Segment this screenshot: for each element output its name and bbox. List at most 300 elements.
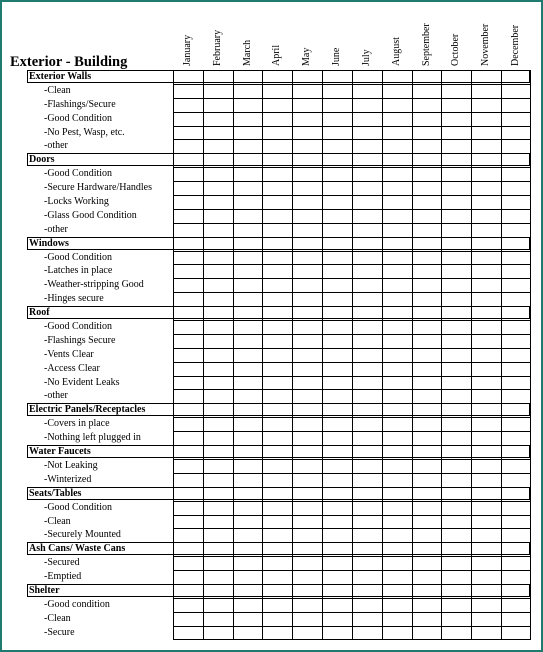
check-cell-august[interactable] — [382, 515, 412, 529]
check-cell-july[interactable] — [352, 292, 382, 306]
check-cell-february[interactable] — [203, 181, 233, 195]
check-cell-january[interactable] — [173, 417, 203, 431]
check-cell-november[interactable] — [471, 459, 501, 473]
check-cell-november[interactable] — [471, 320, 501, 334]
check-cell-august[interactable] — [382, 542, 412, 556]
check-cell-september[interactable] — [412, 334, 442, 348]
check-cell-october[interactable] — [441, 292, 471, 306]
check-cell-february[interactable] — [203, 195, 233, 209]
check-cell-january[interactable] — [173, 195, 203, 209]
check-cell-may[interactable] — [292, 181, 322, 195]
check-cell-november[interactable] — [471, 264, 501, 278]
check-cell-november[interactable] — [471, 515, 501, 529]
check-cell-may[interactable] — [292, 112, 322, 126]
check-cell-may[interactable] — [292, 70, 322, 84]
check-cell-august[interactable] — [382, 292, 412, 306]
check-cell-march[interactable] — [233, 348, 263, 362]
check-cell-october[interactable] — [441, 584, 471, 598]
check-cell-april[interactable] — [262, 487, 292, 501]
check-cell-november[interactable] — [471, 306, 501, 320]
check-cell-february[interactable] — [203, 417, 233, 431]
check-cell-june[interactable] — [322, 181, 352, 195]
check-cell-february[interactable] — [203, 70, 233, 84]
check-cell-april[interactable] — [262, 431, 292, 445]
check-cell-january[interactable] — [173, 84, 203, 98]
check-cell-january[interactable] — [173, 584, 203, 598]
check-cell-july[interactable] — [352, 612, 382, 626]
check-cell-november[interactable] — [471, 612, 501, 626]
check-cell-march[interactable] — [233, 389, 263, 403]
check-cell-june[interactable] — [322, 112, 352, 126]
check-cell-april[interactable] — [262, 139, 292, 153]
check-cell-june[interactable] — [322, 403, 352, 417]
check-cell-october[interactable] — [441, 348, 471, 362]
check-cell-november[interactable] — [471, 237, 501, 251]
check-cell-february[interactable] — [203, 598, 233, 612]
check-cell-december[interactable] — [501, 362, 531, 376]
check-cell-january[interactable] — [173, 445, 203, 459]
check-cell-june[interactable] — [322, 389, 352, 403]
check-cell-december[interactable] — [501, 431, 531, 445]
check-cell-april[interactable] — [262, 112, 292, 126]
check-cell-march[interactable] — [233, 445, 263, 459]
check-cell-june[interactable] — [322, 528, 352, 542]
check-cell-february[interactable] — [203, 139, 233, 153]
check-cell-september[interactable] — [412, 292, 442, 306]
check-cell-february[interactable] — [203, 237, 233, 251]
check-cell-september[interactable] — [412, 417, 442, 431]
check-cell-february[interactable] — [203, 167, 233, 181]
check-cell-september[interactable] — [412, 126, 442, 140]
check-cell-march[interactable] — [233, 403, 263, 417]
check-cell-july[interactable] — [352, 501, 382, 515]
check-cell-january[interactable] — [173, 348, 203, 362]
check-cell-january[interactable] — [173, 542, 203, 556]
check-cell-october[interactable] — [441, 153, 471, 167]
check-cell-august[interactable] — [382, 626, 412, 640]
check-cell-september[interactable] — [412, 348, 442, 362]
check-cell-april[interactable] — [262, 556, 292, 570]
check-cell-may[interactable] — [292, 515, 322, 529]
check-cell-september[interactable] — [412, 251, 442, 265]
check-cell-may[interactable] — [292, 306, 322, 320]
check-cell-may[interactable] — [292, 598, 322, 612]
check-cell-august[interactable] — [382, 556, 412, 570]
check-cell-january[interactable] — [173, 181, 203, 195]
check-cell-september[interactable] — [412, 584, 442, 598]
check-cell-august[interactable] — [382, 584, 412, 598]
check-cell-august[interactable] — [382, 98, 412, 112]
check-cell-november[interactable] — [471, 473, 501, 487]
check-cell-august[interactable] — [382, 112, 412, 126]
check-cell-november[interactable] — [471, 376, 501, 390]
check-cell-october[interactable] — [441, 501, 471, 515]
check-cell-july[interactable] — [352, 556, 382, 570]
check-cell-december[interactable] — [501, 612, 531, 626]
check-cell-december[interactable] — [501, 292, 531, 306]
check-cell-january[interactable] — [173, 362, 203, 376]
check-cell-january[interactable] — [173, 320, 203, 334]
check-cell-march[interactable] — [233, 542, 263, 556]
check-cell-june[interactable] — [322, 570, 352, 584]
check-cell-may[interactable] — [292, 542, 322, 556]
check-cell-january[interactable] — [173, 278, 203, 292]
check-cell-october[interactable] — [441, 278, 471, 292]
check-cell-december[interactable] — [501, 487, 531, 501]
check-cell-august[interactable] — [382, 362, 412, 376]
check-cell-january[interactable] — [173, 556, 203, 570]
check-cell-november[interactable] — [471, 251, 501, 265]
check-cell-february[interactable] — [203, 84, 233, 98]
check-cell-may[interactable] — [292, 473, 322, 487]
check-cell-september[interactable] — [412, 487, 442, 501]
check-cell-january[interactable] — [173, 223, 203, 237]
check-cell-october[interactable] — [441, 626, 471, 640]
check-cell-june[interactable] — [322, 362, 352, 376]
check-cell-april[interactable] — [262, 251, 292, 265]
check-cell-october[interactable] — [441, 334, 471, 348]
check-cell-november[interactable] — [471, 417, 501, 431]
check-cell-june[interactable] — [322, 223, 352, 237]
check-cell-october[interactable] — [441, 403, 471, 417]
check-cell-march[interactable] — [233, 431, 263, 445]
check-cell-december[interactable] — [501, 237, 531, 251]
check-cell-march[interactable] — [233, 556, 263, 570]
check-cell-june[interactable] — [322, 556, 352, 570]
check-cell-september[interactable] — [412, 403, 442, 417]
check-cell-december[interactable] — [501, 528, 531, 542]
check-cell-october[interactable] — [441, 376, 471, 390]
check-cell-november[interactable] — [471, 348, 501, 362]
check-cell-november[interactable] — [471, 501, 501, 515]
check-cell-december[interactable] — [501, 306, 531, 320]
check-cell-march[interactable] — [233, 320, 263, 334]
check-cell-march[interactable] — [233, 223, 263, 237]
check-cell-february[interactable] — [203, 306, 233, 320]
check-cell-october[interactable] — [441, 209, 471, 223]
check-cell-january[interactable] — [173, 431, 203, 445]
check-cell-november[interactable] — [471, 431, 501, 445]
check-cell-march[interactable] — [233, 70, 263, 84]
check-cell-april[interactable] — [262, 126, 292, 140]
check-cell-december[interactable] — [501, 598, 531, 612]
check-cell-january[interactable] — [173, 459, 203, 473]
check-cell-august[interactable] — [382, 487, 412, 501]
check-cell-march[interactable] — [233, 292, 263, 306]
check-cell-october[interactable] — [441, 431, 471, 445]
check-cell-october[interactable] — [441, 459, 471, 473]
check-cell-august[interactable] — [382, 264, 412, 278]
check-cell-april[interactable] — [262, 292, 292, 306]
check-cell-july[interactable] — [352, 515, 382, 529]
check-cell-february[interactable] — [203, 264, 233, 278]
check-cell-april[interactable] — [262, 584, 292, 598]
check-cell-february[interactable] — [203, 445, 233, 459]
check-cell-may[interactable] — [292, 278, 322, 292]
check-cell-december[interactable] — [501, 209, 531, 223]
check-cell-november[interactable] — [471, 598, 501, 612]
check-cell-october[interactable] — [441, 487, 471, 501]
check-cell-february[interactable] — [203, 209, 233, 223]
check-cell-march[interactable] — [233, 306, 263, 320]
check-cell-july[interactable] — [352, 112, 382, 126]
check-cell-march[interactable] — [233, 598, 263, 612]
check-cell-june[interactable] — [322, 445, 352, 459]
check-cell-march[interactable] — [233, 626, 263, 640]
check-cell-june[interactable] — [322, 209, 352, 223]
check-cell-january[interactable] — [173, 334, 203, 348]
check-cell-april[interactable] — [262, 167, 292, 181]
check-cell-june[interactable] — [322, 431, 352, 445]
check-cell-february[interactable] — [203, 153, 233, 167]
check-cell-june[interactable] — [322, 126, 352, 140]
check-cell-september[interactable] — [412, 626, 442, 640]
check-cell-september[interactable] — [412, 445, 442, 459]
check-cell-december[interactable] — [501, 167, 531, 181]
check-cell-november[interactable] — [471, 542, 501, 556]
check-cell-march[interactable] — [233, 98, 263, 112]
check-cell-october[interactable] — [441, 445, 471, 459]
check-cell-may[interactable] — [292, 445, 322, 459]
check-cell-june[interactable] — [322, 278, 352, 292]
check-cell-september[interactable] — [412, 195, 442, 209]
check-cell-august[interactable] — [382, 153, 412, 167]
check-cell-may[interactable] — [292, 264, 322, 278]
check-cell-july[interactable] — [352, 431, 382, 445]
check-cell-december[interactable] — [501, 195, 531, 209]
check-cell-july[interactable] — [352, 362, 382, 376]
check-cell-december[interactable] — [501, 264, 531, 278]
check-cell-july[interactable] — [352, 264, 382, 278]
check-cell-october[interactable] — [441, 570, 471, 584]
check-cell-january[interactable] — [173, 139, 203, 153]
check-cell-june[interactable] — [322, 376, 352, 390]
check-cell-march[interactable] — [233, 126, 263, 140]
check-cell-january[interactable] — [173, 264, 203, 278]
check-cell-july[interactable] — [352, 223, 382, 237]
check-cell-august[interactable] — [382, 473, 412, 487]
check-cell-march[interactable] — [233, 139, 263, 153]
check-cell-august[interactable] — [382, 251, 412, 265]
check-cell-november[interactable] — [471, 626, 501, 640]
check-cell-september[interactable] — [412, 112, 442, 126]
check-cell-april[interactable] — [262, 389, 292, 403]
check-cell-june[interactable] — [322, 515, 352, 529]
check-cell-august[interactable] — [382, 445, 412, 459]
check-cell-december[interactable] — [501, 584, 531, 598]
check-cell-september[interactable] — [412, 70, 442, 84]
check-cell-april[interactable] — [262, 473, 292, 487]
check-cell-february[interactable] — [203, 112, 233, 126]
check-cell-july[interactable] — [352, 153, 382, 167]
check-cell-february[interactable] — [203, 278, 233, 292]
check-cell-august[interactable] — [382, 501, 412, 515]
check-cell-march[interactable] — [233, 237, 263, 251]
check-cell-december[interactable] — [501, 84, 531, 98]
check-cell-january[interactable] — [173, 98, 203, 112]
check-cell-december[interactable] — [501, 153, 531, 167]
check-cell-august[interactable] — [382, 389, 412, 403]
check-cell-november[interactable] — [471, 584, 501, 598]
check-cell-april[interactable] — [262, 403, 292, 417]
check-cell-may[interactable] — [292, 389, 322, 403]
check-cell-june[interactable] — [322, 417, 352, 431]
check-cell-february[interactable] — [203, 431, 233, 445]
check-cell-april[interactable] — [262, 459, 292, 473]
check-cell-september[interactable] — [412, 223, 442, 237]
check-cell-january[interactable] — [173, 306, 203, 320]
check-cell-december[interactable] — [501, 403, 531, 417]
check-cell-april[interactable] — [262, 515, 292, 529]
check-cell-june[interactable] — [322, 473, 352, 487]
check-cell-september[interactable] — [412, 362, 442, 376]
check-cell-may[interactable] — [292, 376, 322, 390]
check-cell-september[interactable] — [412, 237, 442, 251]
check-cell-july[interactable] — [352, 139, 382, 153]
check-cell-december[interactable] — [501, 112, 531, 126]
check-cell-november[interactable] — [471, 487, 501, 501]
check-cell-february[interactable] — [203, 348, 233, 362]
check-cell-october[interactable] — [441, 223, 471, 237]
check-cell-february[interactable] — [203, 292, 233, 306]
check-cell-november[interactable] — [471, 362, 501, 376]
check-cell-may[interactable] — [292, 237, 322, 251]
check-cell-july[interactable] — [352, 473, 382, 487]
check-cell-february[interactable] — [203, 389, 233, 403]
check-cell-july[interactable] — [352, 237, 382, 251]
check-cell-february[interactable] — [203, 584, 233, 598]
check-cell-january[interactable] — [173, 153, 203, 167]
check-cell-may[interactable] — [292, 626, 322, 640]
check-cell-february[interactable] — [203, 626, 233, 640]
check-cell-november[interactable] — [471, 153, 501, 167]
check-cell-december[interactable] — [501, 334, 531, 348]
check-cell-september[interactable] — [412, 556, 442, 570]
check-cell-july[interactable] — [352, 626, 382, 640]
check-cell-july[interactable] — [352, 181, 382, 195]
check-cell-october[interactable] — [441, 515, 471, 529]
check-cell-january[interactable] — [173, 209, 203, 223]
check-cell-october[interactable] — [441, 167, 471, 181]
check-cell-august[interactable] — [382, 417, 412, 431]
check-cell-september[interactable] — [412, 139, 442, 153]
check-cell-december[interactable] — [501, 139, 531, 153]
check-cell-september[interactable] — [412, 459, 442, 473]
check-cell-october[interactable] — [441, 98, 471, 112]
check-cell-july[interactable] — [352, 584, 382, 598]
check-cell-march[interactable] — [233, 612, 263, 626]
check-cell-october[interactable] — [441, 389, 471, 403]
check-cell-april[interactable] — [262, 570, 292, 584]
check-cell-november[interactable] — [471, 528, 501, 542]
check-cell-july[interactable] — [352, 84, 382, 98]
check-cell-may[interactable] — [292, 320, 322, 334]
check-cell-june[interactable] — [322, 334, 352, 348]
check-cell-july[interactable] — [352, 598, 382, 612]
check-cell-march[interactable] — [233, 251, 263, 265]
check-cell-december[interactable] — [501, 626, 531, 640]
check-cell-july[interactable] — [352, 209, 382, 223]
check-cell-october[interactable] — [441, 251, 471, 265]
check-cell-february[interactable] — [203, 528, 233, 542]
check-cell-february[interactable] — [203, 459, 233, 473]
check-cell-october[interactable] — [441, 473, 471, 487]
check-cell-december[interactable] — [501, 417, 531, 431]
check-cell-june[interactable] — [322, 251, 352, 265]
check-cell-september[interactable] — [412, 181, 442, 195]
check-cell-december[interactable] — [501, 181, 531, 195]
check-cell-july[interactable] — [352, 348, 382, 362]
check-cell-june[interactable] — [322, 626, 352, 640]
check-cell-july[interactable] — [352, 306, 382, 320]
check-cell-december[interactable] — [501, 389, 531, 403]
check-cell-march[interactable] — [233, 153, 263, 167]
check-cell-january[interactable] — [173, 626, 203, 640]
check-cell-june[interactable] — [322, 195, 352, 209]
check-cell-june[interactable] — [322, 70, 352, 84]
check-cell-may[interactable] — [292, 251, 322, 265]
check-cell-december[interactable] — [501, 515, 531, 529]
check-cell-october[interactable] — [441, 306, 471, 320]
check-cell-november[interactable] — [471, 570, 501, 584]
check-cell-february[interactable] — [203, 98, 233, 112]
check-cell-december[interactable] — [501, 70, 531, 84]
check-cell-january[interactable] — [173, 528, 203, 542]
check-cell-may[interactable] — [292, 98, 322, 112]
check-cell-october[interactable] — [441, 598, 471, 612]
check-cell-february[interactable] — [203, 362, 233, 376]
check-cell-may[interactable] — [292, 139, 322, 153]
check-cell-january[interactable] — [173, 376, 203, 390]
check-cell-february[interactable] — [203, 473, 233, 487]
check-cell-december[interactable] — [501, 445, 531, 459]
check-cell-may[interactable] — [292, 528, 322, 542]
check-cell-september[interactable] — [412, 209, 442, 223]
check-cell-november[interactable] — [471, 445, 501, 459]
check-cell-june[interactable] — [322, 459, 352, 473]
check-cell-august[interactable] — [382, 306, 412, 320]
check-cell-october[interactable] — [441, 181, 471, 195]
check-cell-november[interactable] — [471, 84, 501, 98]
check-cell-march[interactable] — [233, 209, 263, 223]
check-cell-october[interactable] — [441, 612, 471, 626]
check-cell-october[interactable] — [441, 362, 471, 376]
check-cell-february[interactable] — [203, 223, 233, 237]
check-cell-april[interactable] — [262, 84, 292, 98]
check-cell-may[interactable] — [292, 556, 322, 570]
check-cell-december[interactable] — [501, 570, 531, 584]
check-cell-december[interactable] — [501, 98, 531, 112]
check-cell-january[interactable] — [173, 251, 203, 265]
check-cell-january[interactable] — [173, 237, 203, 251]
check-cell-august[interactable] — [382, 167, 412, 181]
check-cell-may[interactable] — [292, 612, 322, 626]
check-cell-may[interactable] — [292, 417, 322, 431]
check-cell-august[interactable] — [382, 570, 412, 584]
check-cell-february[interactable] — [203, 334, 233, 348]
check-cell-december[interactable] — [501, 320, 531, 334]
check-cell-december[interactable] — [501, 501, 531, 515]
check-cell-august[interactable] — [382, 70, 412, 84]
check-cell-october[interactable] — [441, 126, 471, 140]
check-cell-january[interactable] — [173, 389, 203, 403]
check-cell-june[interactable] — [322, 237, 352, 251]
check-cell-january[interactable] — [173, 292, 203, 306]
check-cell-february[interactable] — [203, 570, 233, 584]
check-cell-september[interactable] — [412, 542, 442, 556]
check-cell-february[interactable] — [203, 487, 233, 501]
check-cell-april[interactable] — [262, 70, 292, 84]
